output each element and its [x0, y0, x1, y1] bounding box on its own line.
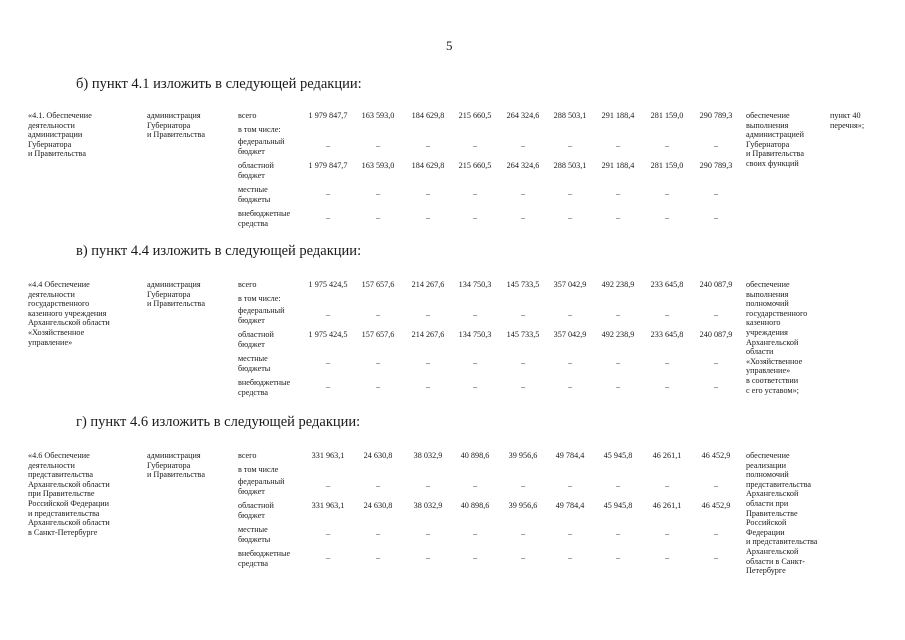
funding-value: 49 784,4: [555, 451, 585, 460]
funding-value: 1 979 847,7: [308, 111, 348, 120]
funding-value: 184 629,8: [411, 161, 445, 170]
funding-source-label: областной бюджет: [238, 501, 274, 520]
funding-value: 291 188,4: [601, 111, 635, 120]
funding-value: 49 784,4: [555, 501, 585, 510]
funding-value: –: [375, 213, 381, 222]
funding-value: 24 630,8: [363, 451, 393, 460]
funding-value: –: [615, 553, 621, 562]
funding-value: 24 630,8: [363, 501, 393, 510]
funding-value: 215 660,5: [458, 111, 492, 120]
funding-value: 157 657,6: [361, 280, 395, 289]
funding-value: –: [325, 310, 331, 319]
funding-value: 1 979 847,7: [308, 161, 348, 170]
funding-value: 45 945,8: [603, 501, 633, 510]
reference-note: пункт 40 перечня»;: [830, 111, 865, 130]
funding-value: 134 750,3: [458, 280, 492, 289]
funding-value: 492 238,9: [601, 330, 635, 339]
measure-executor: администрация Губернатора и Правительства: [147, 280, 205, 309]
funding-value: –: [425, 358, 431, 367]
funding-value: 163 593,0: [361, 111, 395, 120]
funding-value: –: [713, 553, 719, 562]
funding-value: –: [713, 481, 719, 490]
funding-value: –: [425, 553, 431, 562]
funding-value: –: [713, 310, 719, 319]
funding-value: –: [375, 529, 381, 538]
funding-source-label: всего: [238, 280, 257, 289]
funding-value: –: [567, 310, 573, 319]
funding-value: 46 452,9: [701, 451, 731, 460]
funding-value: 357 042,9: [553, 330, 587, 339]
funding-value: –: [713, 358, 719, 367]
funding-value: 281 159,0: [650, 111, 684, 120]
funding-value: –: [325, 382, 331, 391]
funding-value: 39 956,6: [508, 451, 538, 460]
funding-value: 40 898,6: [460, 501, 490, 510]
funding-value: 163 593,0: [361, 161, 395, 170]
funding-source-label: федеральный бюджет: [238, 137, 285, 156]
funding-value: –: [325, 481, 331, 490]
funding-value: –: [713, 382, 719, 391]
funding-value: –: [375, 310, 381, 319]
funding-value: –: [664, 141, 670, 150]
funding-source-label: федеральный бюджет: [238, 477, 285, 496]
funding-value: 184 629,8: [411, 111, 445, 120]
funding-value: –: [375, 481, 381, 490]
funding-value: –: [713, 213, 719, 222]
expected-result: обеспечение выполнения администрацией Губернатора и Правительства своих функций: [746, 111, 804, 168]
funding-value: 331 963,1: [311, 501, 345, 510]
funding-value: –: [425, 529, 431, 538]
funding-value: –: [425, 310, 431, 319]
funding-value: –: [615, 189, 621, 198]
funding-value: –: [472, 141, 478, 150]
funding-value: –: [713, 529, 719, 538]
funding-value: –: [520, 529, 526, 538]
funding-value: 39 956,6: [508, 501, 538, 510]
funding-value: –: [567, 553, 573, 562]
funding-value: 357 042,9: [553, 280, 587, 289]
funding-source-label: федеральный бюджет: [238, 306, 285, 325]
funding-value: 233 645,8: [650, 280, 684, 289]
funding-value: 288 503,1: [553, 111, 587, 120]
funding-value: –: [325, 529, 331, 538]
funding-value: –: [375, 553, 381, 562]
funding-value: 290 789,3: [699, 161, 733, 170]
funding-source-label: внебюджетные средства: [238, 209, 291, 228]
funding-value: –: [325, 189, 331, 198]
section-heading: в) пункт 4.4 изложить в следующей редакции:: [76, 243, 362, 259]
funding-source-label: местные бюджеты: [238, 185, 271, 204]
funding-value: 214 267,6: [411, 280, 445, 289]
funding-value: 145 733,5: [506, 330, 540, 339]
funding-value: 290 789,3: [699, 111, 733, 120]
funding-source-label: в том числе:: [238, 125, 281, 134]
funding-value: –: [472, 481, 478, 490]
funding-value: –: [713, 141, 719, 150]
funding-value: –: [375, 141, 381, 150]
funding-source-label: внебюджетные средства: [238, 378, 291, 397]
funding-value: 45 945,8: [603, 451, 633, 460]
page-number: 5: [446, 38, 453, 53]
funding-source-label: местные бюджеты: [238, 354, 271, 373]
funding-value: –: [664, 553, 670, 562]
funding-source-label: всего: [238, 451, 257, 460]
funding-value: 46 452,9: [701, 501, 731, 510]
funding-value: –: [472, 553, 478, 562]
funding-value: 288 503,1: [553, 161, 587, 170]
funding-value: –: [664, 382, 670, 391]
funding-value: –: [567, 213, 573, 222]
funding-value: –: [664, 481, 670, 490]
funding-value: –: [713, 189, 719, 198]
funding-value: –: [472, 358, 478, 367]
funding-value: 240 087,9: [699, 280, 733, 289]
funding-value: –: [567, 141, 573, 150]
funding-value: –: [664, 529, 670, 538]
funding-value: 46 261,1: [652, 451, 682, 460]
funding-value: –: [520, 141, 526, 150]
funding-source-label: внебюджетные средства: [238, 549, 291, 568]
funding-value: 40 898,6: [460, 451, 490, 460]
measure-executor: администрация Губернатора и Правительства: [147, 451, 205, 480]
expected-result: обеспечение реализации полномочий представительства Архангельской области при Правительстве Российской Федерации и представительства Архангельской области в Санкт- Петербурге: [746, 451, 818, 576]
funding-value: –: [425, 189, 431, 198]
funding-value: 46 261,1: [652, 501, 682, 510]
funding-value: 1 975 424,5: [308, 330, 348, 339]
funding-value: –: [664, 358, 670, 367]
funding-value: –: [664, 189, 670, 198]
funding-source-label: областной бюджет: [238, 161, 274, 180]
funding-value: –: [664, 310, 670, 319]
funding-value: 157 657,6: [361, 330, 395, 339]
funding-value: –: [520, 310, 526, 319]
funding-value: –: [472, 213, 478, 222]
funding-value: –: [615, 310, 621, 319]
funding-value: –: [520, 358, 526, 367]
funding-value: –: [615, 481, 621, 490]
funding-value: –: [520, 553, 526, 562]
funding-value: –: [325, 358, 331, 367]
funding-value: 281 159,0: [650, 161, 684, 170]
funding-value: –: [325, 141, 331, 150]
section-heading: б) пункт 4.1 изложить в следующей редакции:: [76, 76, 362, 92]
funding-value: –: [567, 189, 573, 198]
funding-value: –: [325, 213, 331, 222]
funding-source-label: местные бюджеты: [238, 525, 271, 544]
funding-source-label: в том числе:: [238, 294, 281, 303]
funding-source-label: областной бюджет: [238, 330, 274, 349]
measure-name: «4.4 Обеспечение деятельности государственного казенного учреждения Архангельской области «Хозяйственное управление»: [28, 280, 110, 347]
funding-value: –: [375, 358, 381, 367]
funding-value: –: [375, 189, 381, 198]
funding-value: –: [472, 310, 478, 319]
funding-value: 38 032,9: [413, 501, 443, 510]
funding-value: 215 660,5: [458, 161, 492, 170]
funding-value: 134 750,3: [458, 330, 492, 339]
funding-value: 38 032,9: [413, 451, 443, 460]
expected-result: обеспечение выполнения полномочий государственного казенного учреждения Архангельской области «Хозяйственное управление» в соответствии с его уставом»;: [746, 280, 808, 395]
measure-name: «4.6 Обеспечение деятельности представительства Архангельской области при Правительстве Российской Федерации и представительства Архангельской области в Санкт-Петербурге: [28, 451, 110, 537]
funding-value: –: [520, 189, 526, 198]
funding-value: –: [520, 382, 526, 391]
funding-value: –: [425, 213, 431, 222]
funding-value: 214 267,6: [411, 330, 445, 339]
funding-value: –: [567, 481, 573, 490]
funding-value: 264 324,6: [506, 161, 540, 170]
funding-value: –: [425, 382, 431, 391]
funding-value: –: [425, 481, 431, 490]
funding-value: –: [615, 141, 621, 150]
funding-value: 492 238,9: [601, 280, 635, 289]
funding-value: 264 324,6: [506, 111, 540, 120]
funding-value: –: [472, 529, 478, 538]
funding-value: 1 975 424,5: [308, 280, 348, 289]
section-heading: г) пункт 4.6 изложить в следующей редакции:: [76, 414, 361, 430]
funding-value: 331 963,1: [311, 451, 345, 460]
funding-value: –: [664, 213, 670, 222]
funding-value: –: [567, 382, 573, 391]
funding-value: –: [520, 481, 526, 490]
funding-value: –: [375, 382, 381, 391]
funding-value: –: [472, 189, 478, 198]
funding-value: –: [615, 529, 621, 538]
funding-source-label: в том числе: [238, 465, 279, 474]
funding-value: –: [615, 213, 621, 222]
funding-value: 233 645,8: [650, 330, 684, 339]
funding-value: –: [472, 382, 478, 391]
funding-value: –: [425, 141, 431, 150]
measure-executor: администрация Губернатора и Правительства: [147, 111, 205, 140]
funding-source-label: всего: [238, 111, 257, 120]
funding-value: 240 087,9: [699, 330, 733, 339]
funding-value: –: [325, 553, 331, 562]
measure-name: «4.1. Обеспечение деятельности администрации Губернатора и Правительства: [28, 111, 92, 159]
funding-value: 145 733,5: [506, 280, 540, 289]
funding-value: 291 188,4: [601, 161, 635, 170]
funding-value: –: [520, 213, 526, 222]
funding-value: –: [567, 358, 573, 367]
funding-value: –: [615, 358, 621, 367]
funding-value: –: [567, 529, 573, 538]
funding-value: –: [615, 382, 621, 391]
